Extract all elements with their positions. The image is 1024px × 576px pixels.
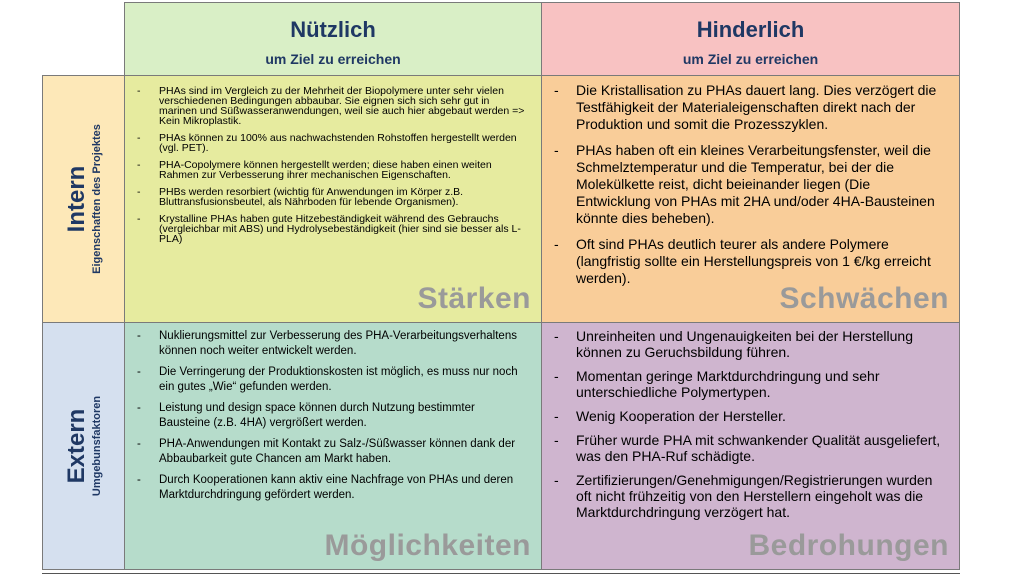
list-item: - Oft sind PHAs deutlich teurer als andere Polymere (langfristig sollte ein Herstellungspreis von 1 €/kg erreicht werden). xyxy=(548,236,947,287)
bottom-divider xyxy=(42,573,960,574)
header-useful-title: Nützlich xyxy=(290,17,376,42)
list-item: - Leistung und design space können durch Nutzung bestimmter Bausteine (z.B. 4HA) vergrößert werden. xyxy=(131,401,525,431)
quadrant-weaknesses xyxy=(541,75,960,323)
opportunities-label: Möglichkeiten xyxy=(324,529,531,562)
list-item: - PHBs werden resorbiert (wichtig für Anwendungen im Körper z.B. Bluttransfusionsbeutel, als Nährboden für lebende Organismen). xyxy=(131,187,527,207)
weaknesses-label: Schwächen xyxy=(779,282,949,315)
header-harmful-title: Hinderlich xyxy=(696,17,805,42)
side-external-subtitle: Umgebunsfaktoren xyxy=(90,395,103,497)
strengths-label: Stärken xyxy=(417,282,531,315)
threats-list xyxy=(548,328,947,528)
list-item: - PHA-Copolymere können hergestellt werden; diese haben einen weiten Rahmen zur Verbesserung ihrer mechanischen Eigenschaften. xyxy=(131,160,527,180)
list-item: - Zertifizierungen/Genehmigungen/Registrierungen wurden oft nicht frühzeitig von den Herstellern eingeholt was die Marktdurchdringung verzögert hat. xyxy=(548,472,947,520)
list-item: - PHAs haben oft ein kleines Verarbeitungsfenster, weil die Schmelztemperatur und die Temperatur, bei der die Molekülkette reist, dicht beieinander liegen (Die Entwicklung von PHAs mit 2HA und/oder 4HA-Bausteinen könnte dies beheben). xyxy=(548,142,947,227)
list-item: - PHAs sind im Vergleich zu der Mehrheit der Biopolymere unter sehr vielen verschiedenen Bedingungen abbaubar. Sie eignen sich sich sehr gut in marinen und Süßwasseranwendungen, weil sie auch hier abgebaut werden => Kein Mikroplastik. xyxy=(131,86,527,126)
header-useful xyxy=(124,2,542,76)
side-internal-subtitle: Eigenschaften des Projektes xyxy=(90,124,103,274)
header-useful-subtitle: um Ziel zu erreichen xyxy=(265,51,401,67)
quadrant-opportunities xyxy=(124,322,542,570)
list-item: - Früher wurde PHA mit schwankender Qualität ausgeliefert, was den PHA-Ruf schädigte. xyxy=(548,432,947,464)
side-internal-title: Intern xyxy=(62,165,90,233)
opportunities-list xyxy=(131,329,525,509)
side-external xyxy=(42,322,125,570)
strengths-list xyxy=(131,86,527,251)
header-harmful-subtitle: um Ziel zu erreichen xyxy=(682,51,819,67)
list-item: - Krystalline PHAs haben gute Hitzebeständigkeit während des Gebrauchs (vergleichbar mit ABS) und Hydrolysebeständigkeit (hier sind sie besser als L-PLA) xyxy=(131,214,527,244)
side-external-title: Extern xyxy=(62,408,90,484)
threats-label: Bedrohungen xyxy=(748,529,949,562)
list-item: - Momentan geringe Marktdurchdringung und sehr unterschiedliche Polymertypen. xyxy=(548,368,947,400)
side-internal xyxy=(42,75,125,323)
quadrant-strengths xyxy=(124,75,542,323)
list-item: - Die Kristallisation zu PHAs dauert lang. Dies verzögert die Testfähigkeit der Materialeigenschaften direkt nach der Produktion und somit die Prozesszyklen. xyxy=(548,82,947,133)
list-item: - PHA-Anwendungen mit Kontakt zu Salz-/Süßwasser können dank der Abbaubarkeit gute Chancen am Markt haben. xyxy=(131,437,525,467)
list-item: - Nuklierungsmittel zur Verbesserung des PHA-Verarbeitungsverhaltens können noch weiter entwickelt werden. xyxy=(131,329,525,359)
quadrant-threats xyxy=(541,322,960,570)
header-harmful xyxy=(541,2,960,76)
list-item: - PHAs können zu 100% aus nachwachstenden Rohstoffen hergestellt werden (vgl. PET). xyxy=(131,133,527,153)
weaknesses-list xyxy=(548,82,947,296)
list-item: - Die Verringerung der Produktionskosten ist möglich, es muss nur noch ein gutes „Wie“ gefunden werden. xyxy=(131,365,525,395)
list-item: - Durch Kooperationen kann aktiv eine Nachfrage von PHAs und deren Marktdurchdringung gefördert werden. xyxy=(131,473,525,503)
list-item: - Wenig Kooperation der Hersteller. xyxy=(548,408,947,424)
list-item: - Unreinheiten und Ungenauigkeiten bei der Herstellung können zu Geruchsbildung führen. xyxy=(548,328,947,360)
